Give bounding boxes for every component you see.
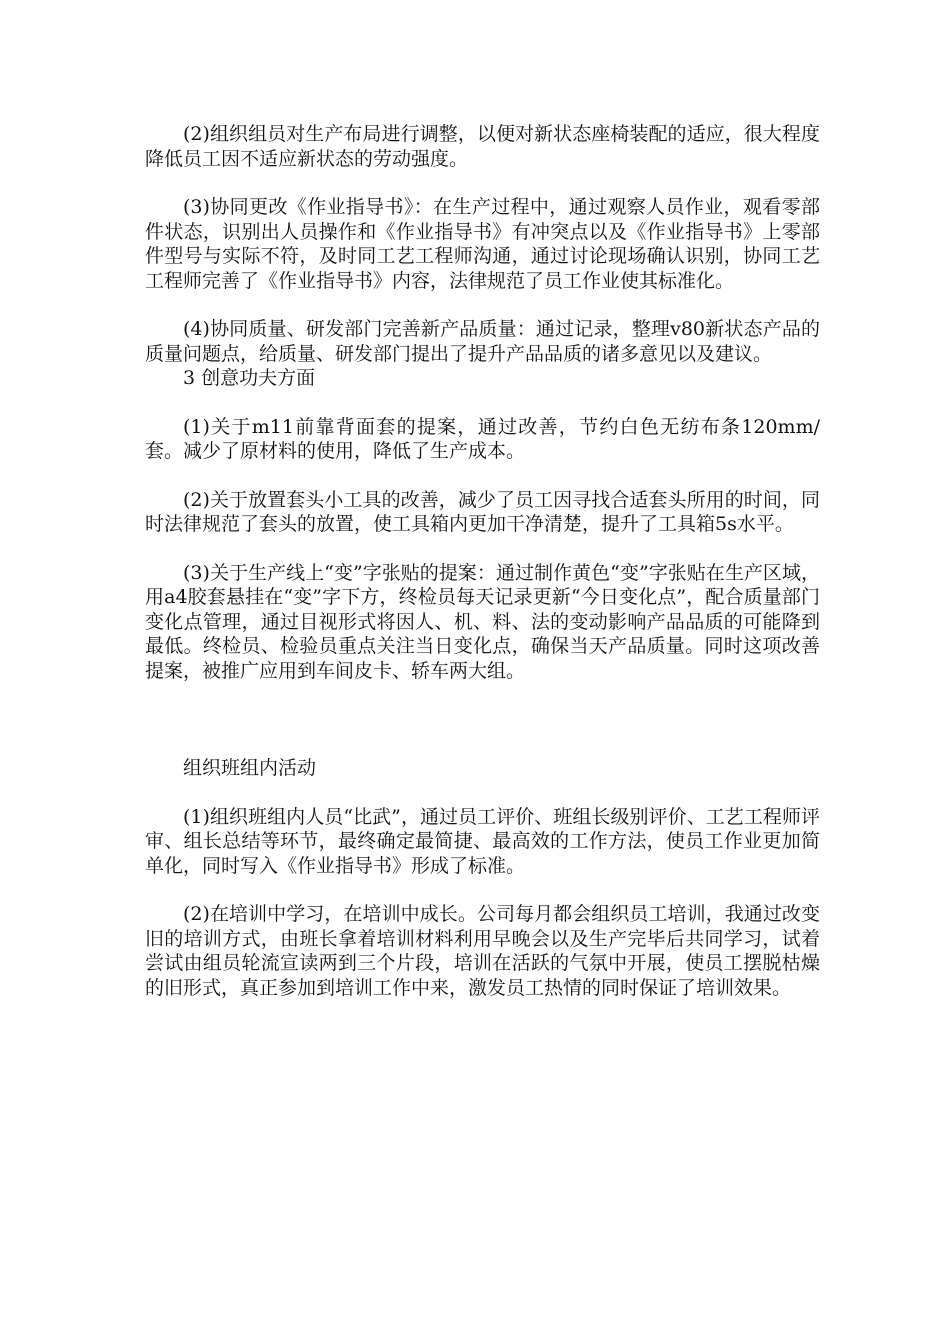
paragraph-work-instructions: (3)协同更改《作业指导书》：在生产过程中，通过观察人员作业，观看零部件状态，识别出人员操作和《作业指导书》有冲突点以及《作业指导书》上零部件型号与实际不符，及时同工艺工程师沟通，通过讨论现场确认识别，协同工艺工程师完善了《作业指导书》内容，法律规范了员工作业使其标准化。	[145, 196, 820, 292]
paragraph-socket-tool: (2)关于放置套头小工具的改善，减少了员工因寻找合适套头所用的时间，同时法律规范了套头的放置，使工具箱内更加干净清楚，提升了工具箱5s水平。	[145, 488, 820, 535]
section-heading-creativity: 3 创意功夫方面	[183, 367, 316, 389]
section-heading-team-activities: 组织班组内活动	[183, 757, 317, 779]
paragraph-team-competition: (1)组织班组内人员“比武”，通过员工评价、班组长级别评价、工艺工程师评审、组长总结等环节，最终确定最简捷、最高效的工作方法，使员工作业更加简单化，同时写入《作业指导书》形成了标准。	[145, 805, 820, 877]
paragraph-m11-proposal: (1)关于m11前靠背面套的提案，通过改善，节约白色无纺布条120mm/套。减少了原材料的使用，降低了生产成本。	[145, 415, 820, 462]
paragraph-production-layout: (2)组织组员对生产布局进行调整，以便对新状态座椅装配的适应，很大程度降低员工因不适应新状态的劳动强度。	[145, 123, 820, 170]
paragraph-quality-improvement: (4)协同质量、研发部门完善新产品质量：通过记录，整理v80新状态产品的质量问题点，给质量、研发部门提出了提升产品品质的诸多意见以及建议。	[145, 318, 820, 365]
paragraph-training: (2)在培训中学习，在培训中成长。公司每月都会组织员工培训，我通过改变旧的培训方式，由班长拿着培训材料利用早晚会以及生产完毕后共同学习，试着尝试由组员轮流宣读两到三个片段，培训在活跃的气氛中开展，使员工摆脱枯燥的旧形式，真正参加到培训工作中来，激发员工热情的同时保证了培训效果。	[145, 903, 820, 999]
paragraph-change-sign: (3)关于生产线上“变”字张贴的提案：通过制作黄色“变”字张贴在生产区域，用a4胶套悬挂在“变”字下方，终检员每天记录更新“今日变化点”，配合质量部门变化点管理，通过目视形式将因人、机、料、法的变动影响产品品质的可能降到最低。终检员、检验员重点关注当日变化点，确保当天产品质量。同时这项改善提案，被推广应用到车间皮卡、轿车两大组。	[145, 561, 820, 682]
document-page	[145, 122, 820, 1000]
